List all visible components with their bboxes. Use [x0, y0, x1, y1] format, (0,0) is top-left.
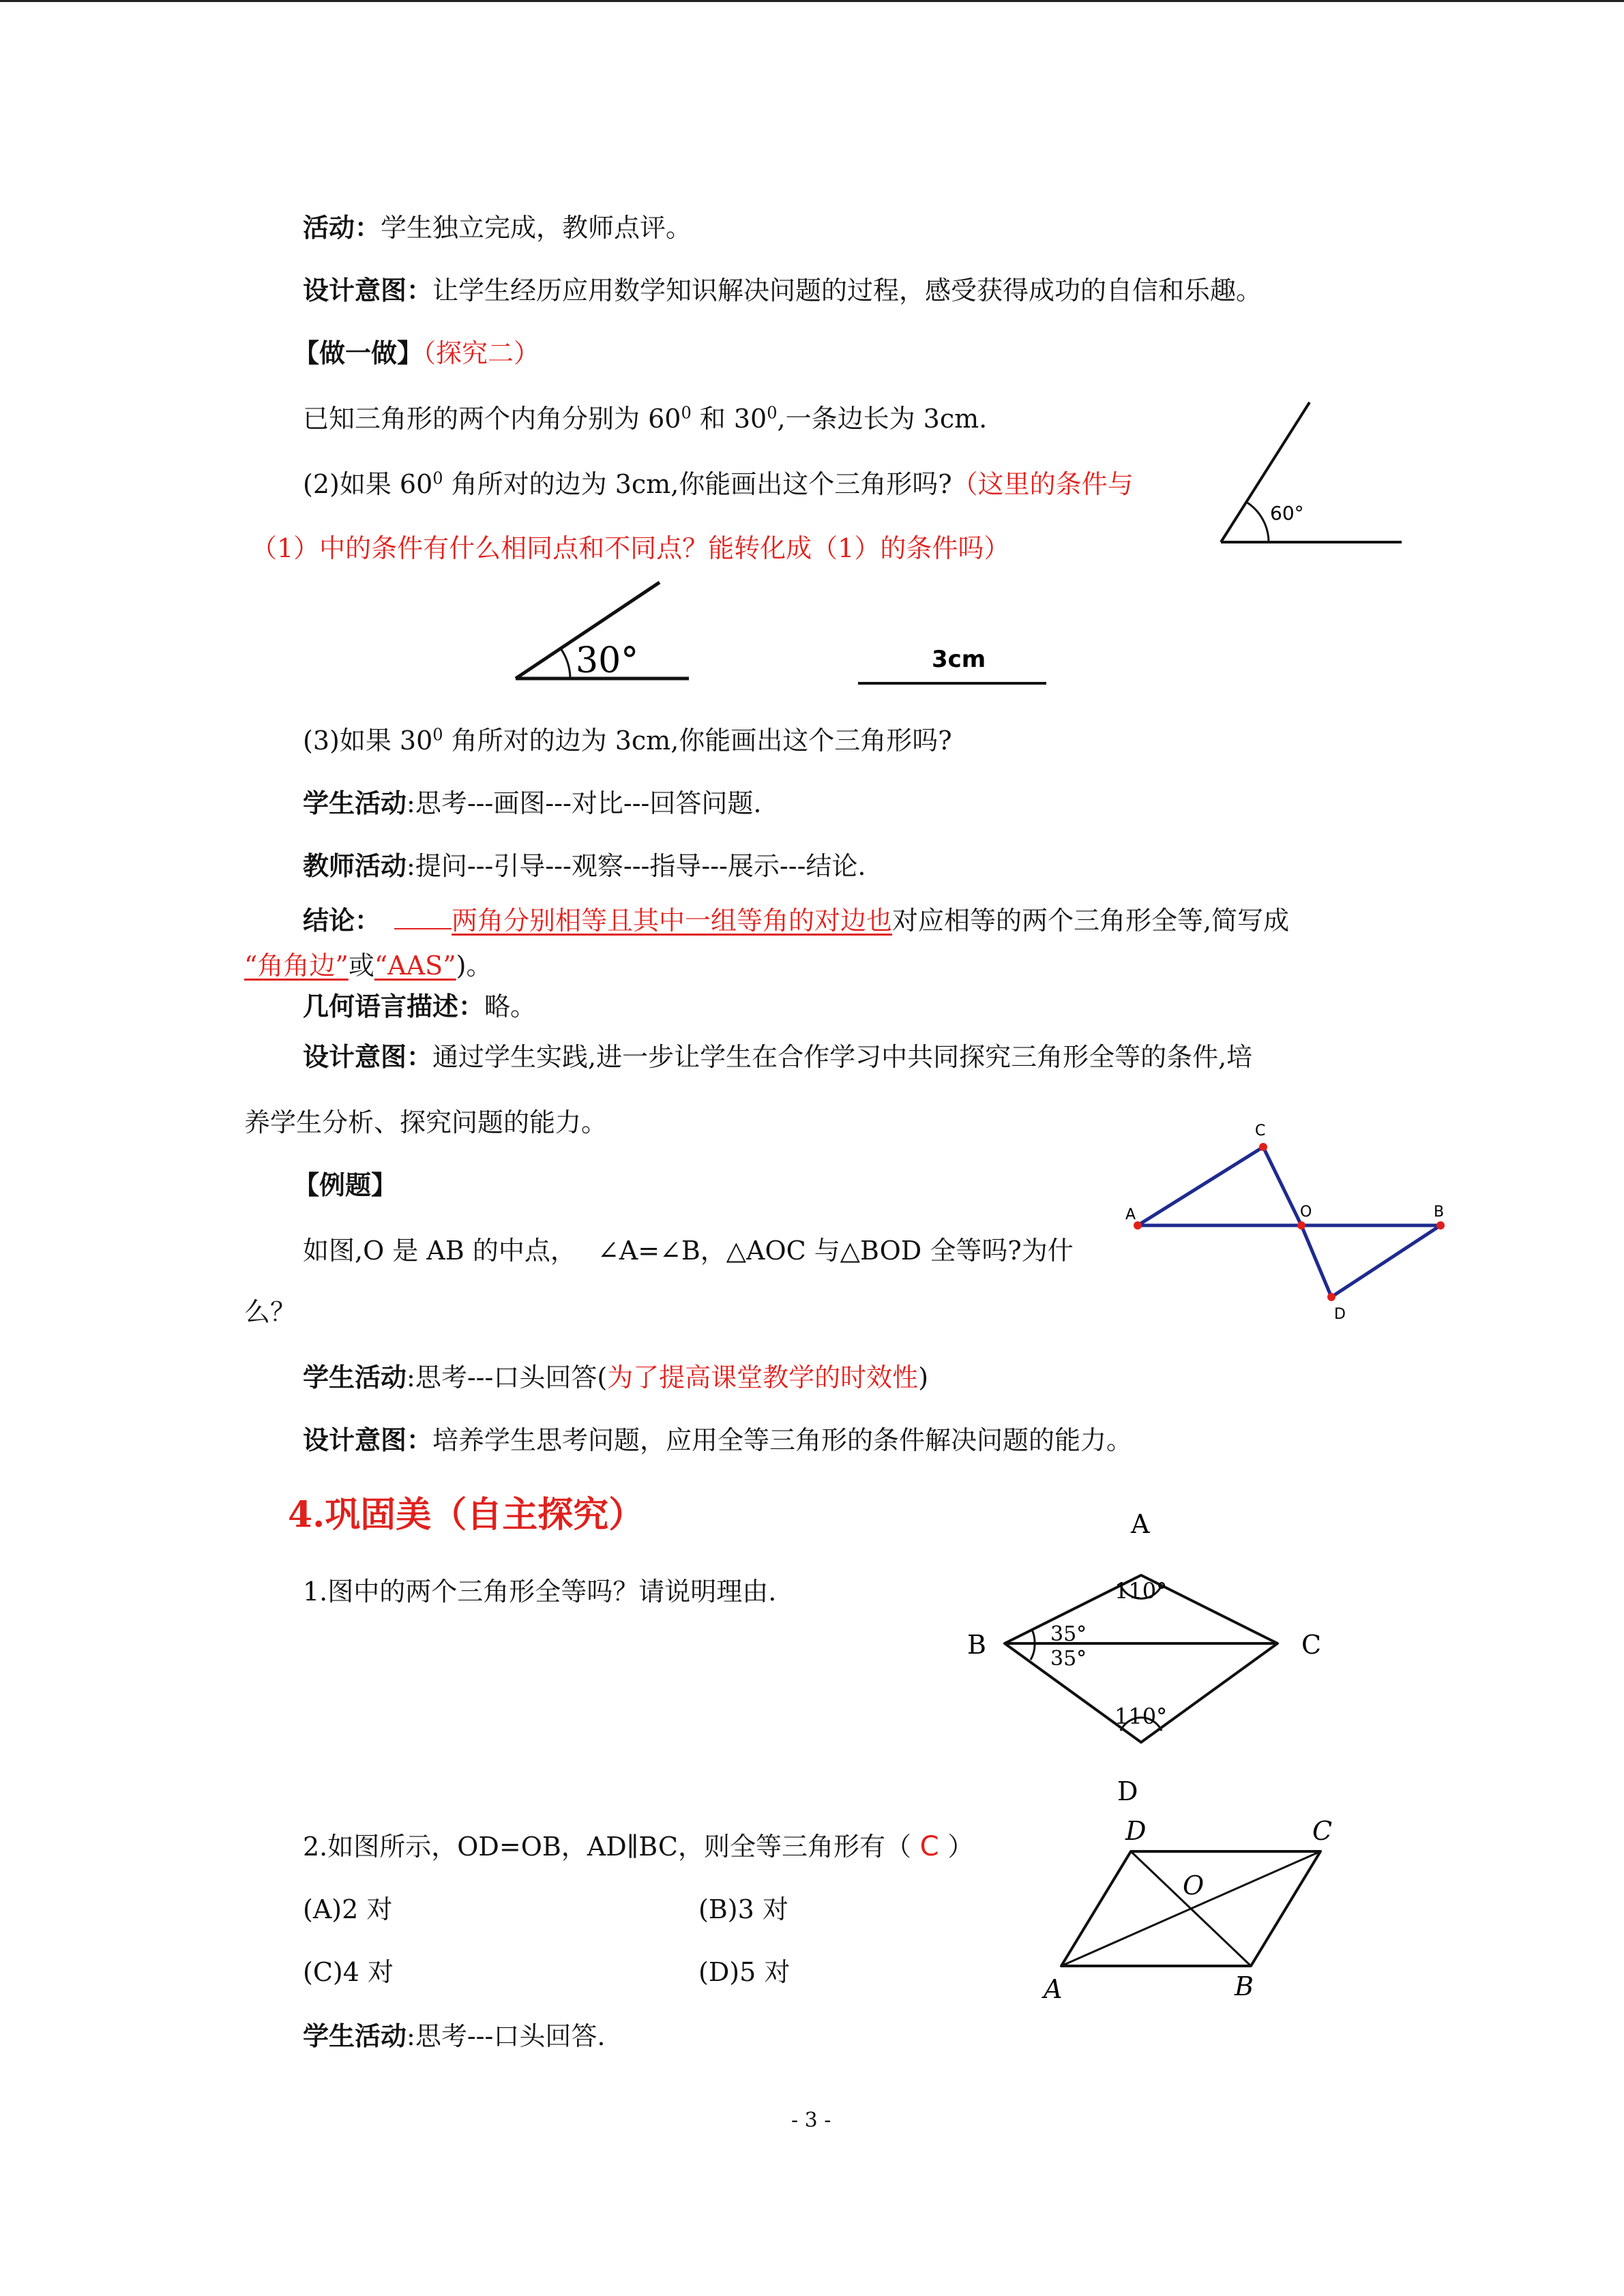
option-c-text: (C)4 对	[303, 1957, 394, 1987]
option-a	[303, 1893, 392, 1926]
student-activity-3-label: 学生活动	[303, 2021, 407, 2051]
activity-line	[303, 211, 692, 244]
student-activity-2-note: 为了提高课堂教学的时效性	[607, 1362, 919, 1392]
question-2-sup: 0	[432, 468, 443, 488]
example-question-cont	[244, 1296, 296, 1328]
question-2-note-text: （1）中的条件有什么相同点和不同点？能转化成（1）的条件吗）	[251, 533, 1010, 563]
geometry-language-line	[303, 990, 536, 1023]
question-3	[303, 724, 952, 757]
question-2-note-cont	[251, 532, 1009, 565]
option-c	[303, 1956, 394, 1988]
parallelogram-label-a: A	[1044, 1974, 1063, 2004]
student-activity-label: 学生活动	[303, 788, 407, 818]
activity-label: 活动：	[303, 212, 381, 243]
rhombus-label-b: B	[967, 1630, 986, 1660]
parallelogram-figure	[1023, 1807, 1364, 2012]
example-label-c: C	[1255, 1122, 1266, 1139]
example-label: 【例题】	[293, 1169, 398, 1200]
geometry-language-text: 略。	[484, 992, 537, 1022]
design-intent-3-text: 培养学生思考问题，应用全等三角形的条件解决问题的能力。	[432, 1425, 1133, 1455]
exercise-2-answer: C	[911, 1831, 948, 1862]
design-intent-line-1	[303, 274, 1262, 307]
example-question	[303, 1234, 1074, 1267]
rhombus-figure	[955, 1507, 1350, 1814]
geometry-language-label: 几何语言描述：	[303, 991, 485, 1022]
design-intent-label: 设计意图：	[303, 275, 433, 305]
example-label-a: A	[1125, 1206, 1136, 1223]
rhombus-label-c: C	[1301, 1630, 1322, 1660]
problem-text-1: 已知三角形的两个内角分别为 60	[303, 404, 681, 434]
question-2-text-2: 角所对的边为 3cm,你能画出这个三角形吗?	[443, 469, 952, 499]
design-intent-2-cont-text: 养学生分析、探究问题的能力。	[244, 1107, 608, 1137]
exercise-2-end: ）	[947, 1832, 974, 1862]
problem-text-2: 和 30	[691, 404, 767, 434]
student-activity-text: :思考---画图---对比---回答问题.	[407, 788, 762, 818]
question-3-text-2: 角所对的边为 3cm,你能画出这个三角形吗?	[443, 726, 952, 756]
rhombus-label-d: D	[1117, 1776, 1138, 1806]
teacher-activity-line	[303, 850, 866, 882]
design-intent-text: 让学生经历应用数学知识解决问题的过程，感受获得成功的自信和乐趣。	[432, 275, 1263, 305]
question-2-note: （这里的条件与	[951, 469, 1134, 499]
question-3-sup: 0	[432, 725, 443, 745]
example-label-b: B	[1434, 1204, 1445, 1221]
exercise-1	[303, 1575, 776, 1608]
question-3-text-1: (3)如果 30	[303, 726, 433, 756]
teacher-activity-text: :提问---引导---观察---指导---展示---结论.	[407, 851, 866, 881]
page-top-border	[0, 0, 1624, 2]
angle-60-label: 60°	[1270, 502, 1304, 524]
design-intent-3-label: 设计意图：	[303, 1425, 433, 1455]
question-2-text-1: (2)如果 60	[303, 469, 433, 499]
problem-statement	[303, 402, 987, 435]
question-2	[303, 468, 1134, 501]
design-intent-line-3	[303, 1424, 1132, 1457]
design-intent-2-text: 通过学生实践,进一步让学生在合作学习中共同探究三角形全等的条件,培	[432, 1042, 1253, 1072]
problem-text-3: ,一条边长为 3cm.	[777, 404, 988, 434]
explore-2-note: （探究二）	[423, 338, 540, 368]
parallelogram-label-d: D	[1125, 1816, 1147, 1846]
abbrev-end: )。	[456, 951, 492, 981]
activity-text: 学生独立完成，教师点评。	[381, 213, 692, 243]
conclusion-line	[303, 904, 1289, 937]
conclusion-answer: 两角分别相等且其中一组等角的对边也	[452, 906, 893, 936]
segment-3cm-label: 3cm	[932, 646, 986, 673]
option-d-text: (D)5 对	[698, 1957, 791, 1987]
design-intent-line-2	[303, 1041, 1252, 1073]
parallelogram-label-o: O	[1183, 1870, 1205, 1900]
design-intent-2-cont	[244, 1106, 607, 1139]
option-a-text: (A)2 对	[303, 1894, 393, 1924]
page-number: - 3 -	[791, 2108, 831, 2132]
student-activity-line-2	[303, 1361, 928, 1394]
student-activity-2-text: :思考---口头回答(	[407, 1362, 608, 1392]
option-b-text: (B)3 对	[698, 1894, 788, 1924]
example-label-o: O	[1300, 1204, 1312, 1221]
segment-3cm-figure	[857, 641, 1048, 689]
exercise-2-text: 2.如图所示，OD=OB，AD∥BC，则全等三角形有（	[303, 1832, 911, 1862]
conclusion-blank	[394, 905, 452, 929]
student-activity-3-text: :思考---口头回答.	[407, 2021, 606, 2051]
conclusion-label: 结论：	[303, 905, 381, 936]
example-figure	[1119, 1118, 1460, 1323]
student-activity-line-3	[303, 2020, 605, 2053]
angle-30-label: 30°	[576, 640, 639, 681]
example-question-text: 如图,O 是 AB 的中点， ∠A=∠B，△AOC 与△BOD 全等吗?为什	[303, 1236, 1074, 1266]
teacher-activity-label: 教师活动	[303, 850, 407, 881]
rhombus-angle-b2: 35°	[1050, 1647, 1087, 1671]
degree-sup-2: 0	[767, 403, 778, 423]
angle-60-figure	[1221, 402, 1412, 552]
rhombus-angle-b1: 35°	[1050, 1622, 1087, 1646]
parallelogram-label-c: C	[1312, 1816, 1333, 1846]
parallelogram-label-b: B	[1235, 1971, 1254, 2001]
angle-30-figure	[513, 580, 690, 682]
section-4-heading	[288, 1493, 644, 1537]
student-activity-2-label: 学生活动	[303, 1362, 407, 1392]
exercise-1-text: 1.图中的两个三角形全等吗？请说明理由.	[303, 1577, 777, 1607]
exercise-2	[303, 1830, 973, 1863]
student-activity-2-end: )	[918, 1362, 929, 1392]
conclusion-text: 对应相等的两个三角形全等,简写成	[892, 906, 1290, 936]
abbrev-answer-2: “AAS”	[374, 951, 456, 981]
example-label-d: D	[1334, 1306, 1346, 1323]
section-4-heading-text: 4.巩固美（自主探究）	[288, 1494, 645, 1536]
example-question-cont-text: 么？	[244, 1297, 297, 1327]
do-it-heading	[293, 337, 540, 370]
conclusion-abbrev-line	[244, 949, 492, 982]
do-it-label: 【做一做】	[293, 338, 424, 368]
option-b	[698, 1893, 788, 1926]
abbrev-or: 或	[348, 951, 374, 981]
option-d	[698, 1956, 790, 1988]
rhombus-angle-bottom: 110°	[1114, 1703, 1168, 1729]
example-heading	[293, 1169, 397, 1202]
design-intent-2-label: 设计意图：	[303, 1041, 433, 1072]
abbrev-answer-1: “角角边”	[244, 951, 349, 981]
student-activity-line-1	[303, 787, 761, 820]
rhombus-angle-top: 110°	[1114, 1578, 1168, 1604]
degree-sup-1: 0	[681, 403, 692, 423]
rhombus-label-a: A	[1131, 1509, 1150, 1539]
